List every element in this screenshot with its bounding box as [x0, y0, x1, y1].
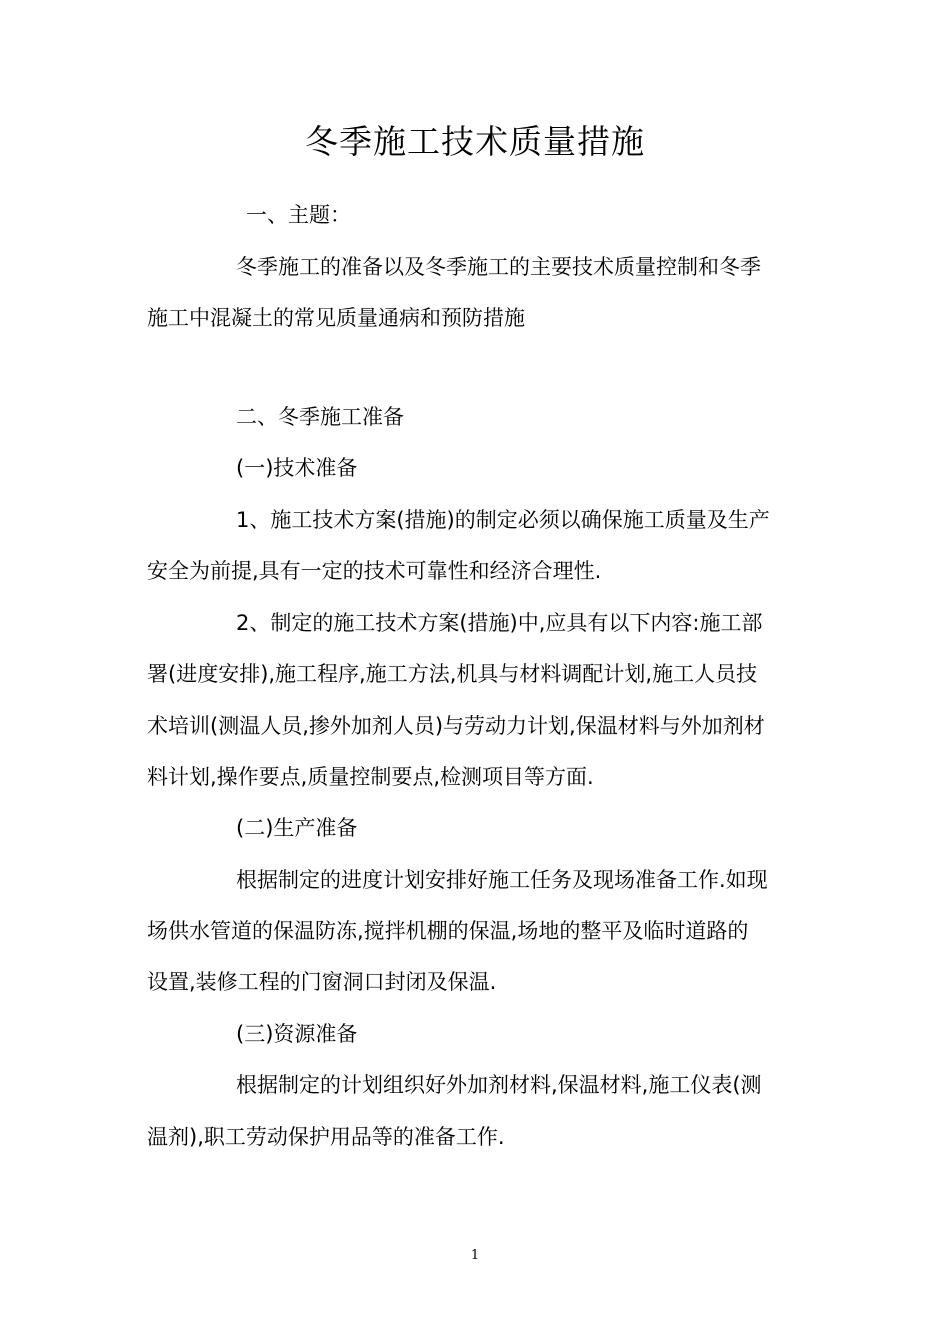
page-number: 1: [470, 1248, 480, 1263]
document-title: 冬季施工技术质量措施: [305, 122, 645, 161]
subsection-heading-technical: (一)技术准备: [236, 456, 358, 480]
paragraph-line: 施工中混凝土的常见质量通病和预防措施: [147, 306, 525, 330]
paragraph-line: 根据制定的进度计划安排好施工任务及现场准备工作.如现: [236, 868, 768, 892]
subsection-heading-resources: (三)资源准备: [236, 1022, 358, 1046]
paragraph-line: 署(进度安排),施工程序,施工方法,机具与材料调配计划,施工人员技: [147, 662, 758, 686]
subsection-heading-production: (二)生产准备: [236, 816, 358, 840]
paragraph-line: 温剂),职工劳动保护用品等的准备工作.: [147, 1125, 505, 1149]
paragraph-line: 2、制定的施工技术方案(措施)中,应具有以下内容:施工部: [236, 611, 763, 635]
paragraph-line: 安全为前提,具有一定的技术可靠性和经济合理性.: [147, 559, 602, 583]
paragraph-line: 根据制定的计划组织好外加剂材料,保温材料,施工仪表(测: [236, 1073, 762, 1097]
section-heading-preparation: 二、冬季施工准备: [236, 405, 404, 429]
paragraph-line: 冬季施工的准备以及冬季施工的主要技术质量控制和冬季: [236, 255, 761, 279]
paragraph-line: 术培训(测温人员,掺外加剂人员)与劳动力计划,保温材料与外加剂材: [147, 714, 765, 738]
paragraph-line: 场供水管道的保温防冻,搅拌机棚的保温,场地的整平及临时道路的: [147, 919, 749, 943]
paragraph-line: 料计划,操作要点,质量控制要点,检测项目等方面.: [147, 765, 594, 789]
paragraph-line: 1、施工技术方案(措施)的制定必须以确保施工质量及生产: [236, 508, 770, 532]
section-heading-topic: 一、主题：: [246, 203, 351, 227]
paragraph-line: 设置,装修工程的门窗洞口封闭及保温.: [147, 970, 497, 994]
